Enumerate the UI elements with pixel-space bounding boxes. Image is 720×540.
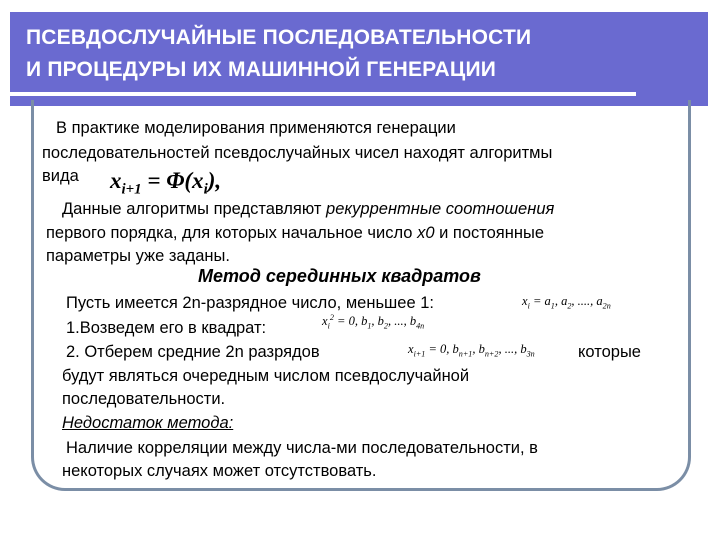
formula-xi-next: $x_{i+1} = 0$, $b_{n+1}$, $b_{n+2}$, ..., $b_{3n}$ <box>408 342 535 359</box>
method-line-3-end: которые <box>578 343 641 361</box>
paragraph-1-line-1: В практике моделирования применяются генерации <box>56 119 456 137</box>
formula-xi-squared: $x_i^2 = 0$, $b_1$, $b_2$, ..., $b_{4n}$ <box>322 313 425 331</box>
paragraph-2-line-2-end: и постоянные <box>434 224 545 242</box>
drawback-line-1: Наличие корреляции между числа-ми последовательности, в <box>66 439 538 457</box>
paragraph-2-line-2 <box>46 223 544 243</box>
method-line-1: Пусть имеется 2n-разрядное число, меньшее 1: <box>66 294 434 312</box>
drawback-line-2: некоторых случаях может отсутствовать. <box>62 462 377 480</box>
paragraph-2-line-1 <box>62 199 554 219</box>
title-line-1: ПСЕВДОСЛУЧАЙНЫЕ ПОСЛЕДОВАТЕЛЬНОСТИ <box>26 26 532 49</box>
paragraph-2-line-2-text: первого порядка, для которых начальное число <box>46 224 418 242</box>
drawback-heading: Недостаток метода: <box>62 414 234 432</box>
paragraph-2-line-3: параметры уже заданы. <box>46 247 230 265</box>
title-line-2: И ПРОЦЕДУРЫ ИХ МАШИННОЙ ГЕНЕРАЦИИ <box>26 58 497 81</box>
method-line-4: будут являться очередным числом псевдослучайной <box>62 367 470 385</box>
recurrence-formula: $x_{i+1} = \Phi(x_i)$, <box>110 168 222 198</box>
title-underline <box>10 92 636 96</box>
slide-title <box>26 22 531 86</box>
paragraph-2-line-1-text: Данные алгоритмы представляют <box>62 200 327 218</box>
method-heading: Метод серединных квадратов <box>198 266 481 286</box>
paragraph-1-line-3: вида <box>42 167 79 185</box>
x0-term: x0 <box>417 224 435 242</box>
method-line-3: 2. Отберем средние 2n разрядов <box>66 343 320 361</box>
paragraph-1-line-2: последовательностей псевдослучайных чисел находят алгоритмы <box>42 144 553 162</box>
formula-xi: $x_i = a_1$, $a_2$, ...., $a_{2n}$ <box>522 294 611 311</box>
method-line-2: 1.Возведем его в квадрат: <box>66 319 267 337</box>
recurrent-relations-term: рекуррентные соотношения <box>326 200 555 218</box>
method-line-5: последовательности. <box>62 390 226 408</box>
